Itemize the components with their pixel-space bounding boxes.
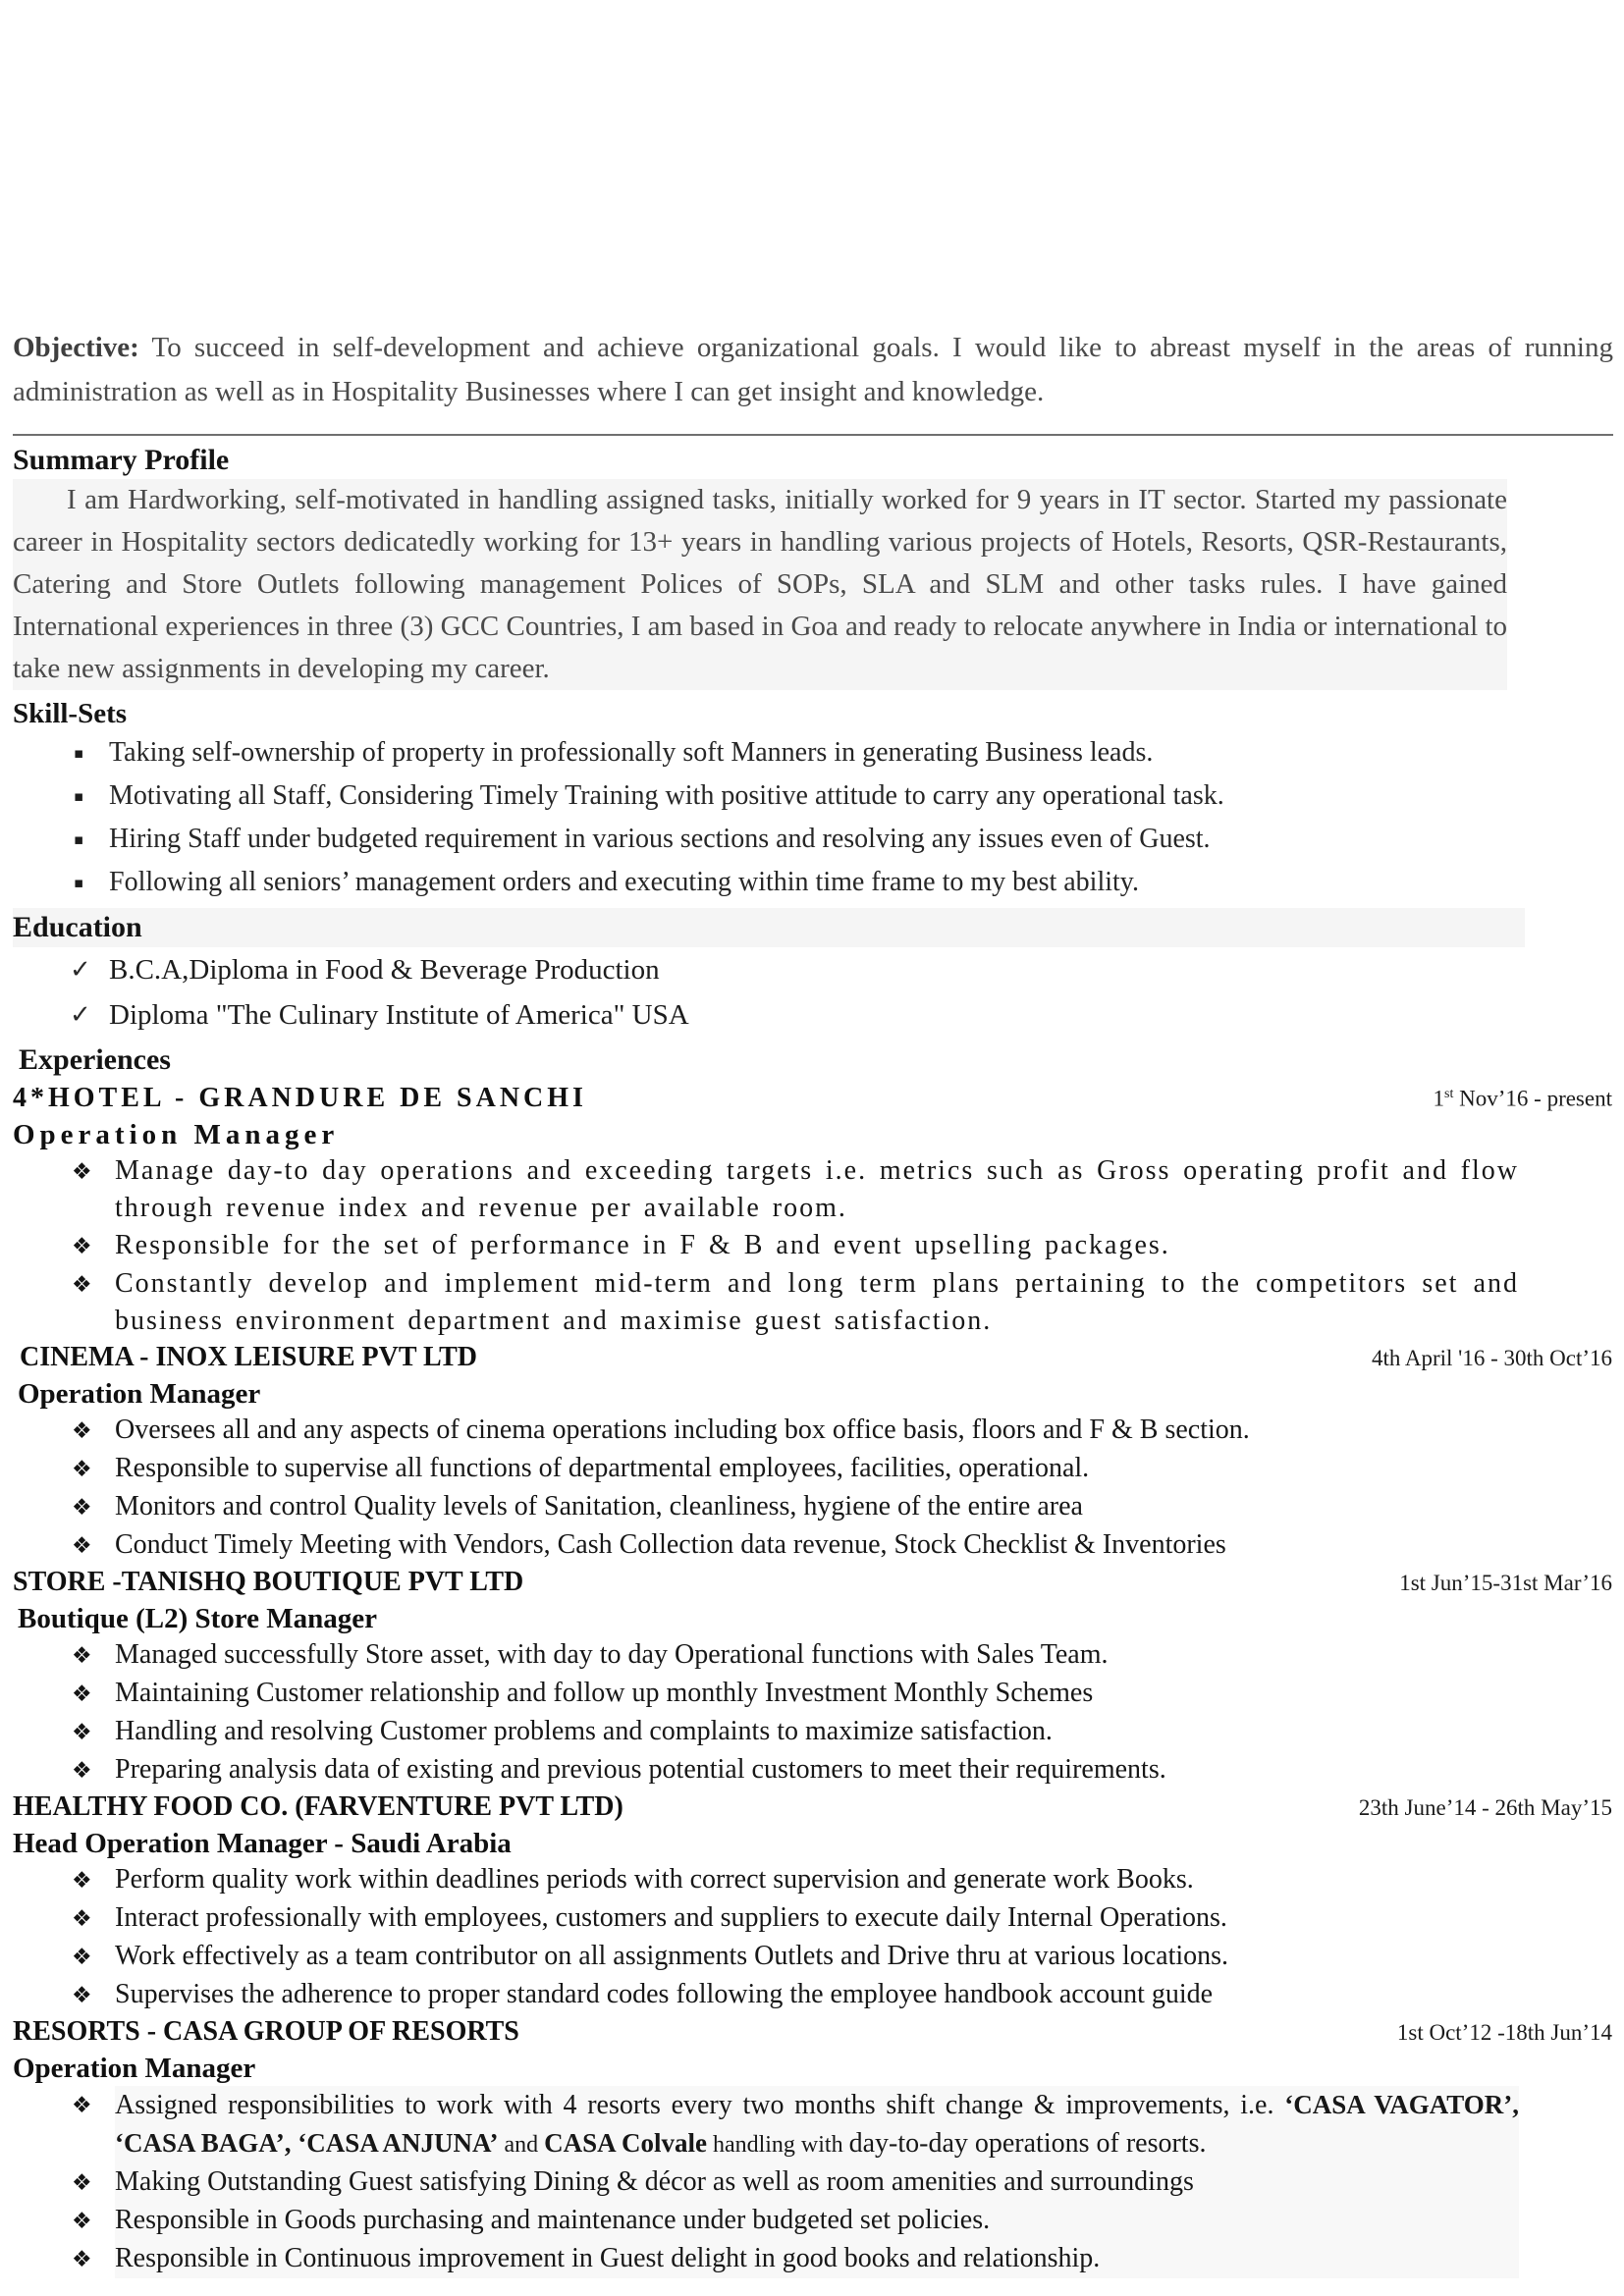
summary-heading: Summary Profile <box>13 444 230 476</box>
job-date: 4th April '16 - 30th Oct’16 <box>1372 1345 1612 1370</box>
checkmark-icon: ✓ <box>70 955 91 985</box>
job-bullet <box>13 1152 1612 1227</box>
company-name: HEALTHY FOOD CO. (FARVENTURE PVT LTD) <box>13 1790 623 1822</box>
job-block <box>13 2014 1612 2278</box>
horizontal-divider <box>13 434 1613 436</box>
diamond-bullet-icon: ❖ <box>72 1494 92 1521</box>
bullet-segment-small: handling with <box>706 2131 849 2158</box>
job-date: 1st Oct’12 -18th Jun’14 <box>1396 2019 1612 2045</box>
job-date-rest: Nov’16 - present <box>1453 1086 1612 1111</box>
diamond-bullet-icon: ❖ <box>72 1944 92 1970</box>
education-text: Diploma "The Culinary Institute of America" USA <box>109 999 689 1031</box>
bullet-segment: Assigned responsibilities to work with 4 resorts every two months shift change & improvements, i.e. <box>115 2089 1285 2120</box>
bullet-text: Conduct Timely Meeting with Vendors, Cash Collection data revenue, Stock Checklist & Inventories <box>115 1528 1226 1560</box>
job-title: Boutique (L2) Store Manager <box>18 1602 377 1634</box>
bullet-segment-small: and <box>498 2131 545 2158</box>
job-bullet <box>13 1861 1612 1899</box>
job-title: Operation Manager <box>13 2052 256 2084</box>
job-bullet <box>13 2163 1612 2202</box>
skill-item <box>13 731 1612 774</box>
job-bullet <box>13 1450 1612 1488</box>
skill-text: Following all seniors’ management orders and executing within time frame to my best ability. <box>109 867 1139 897</box>
job-block <box>13 1565 1612 1789</box>
job-bullet <box>13 1899 1612 1938</box>
education-item <box>13 947 1612 992</box>
job-title: Operation Manager <box>18 1377 261 1410</box>
page-content <box>0 326 1624 2278</box>
job-bullet <box>13 2240 1612 2278</box>
job-bullet <box>13 1751 1612 1789</box>
job-bullet-list <box>13 1636 1612 1789</box>
diamond-bullet-icon: ❖ <box>72 1271 92 1298</box>
job-bullet <box>13 1713 1612 1751</box>
diamond-bullet-icon: ❖ <box>72 1719 92 1745</box>
diamond-bullet-icon: ❖ <box>72 1982 92 2008</box>
job-bullet <box>13 1976 1612 2014</box>
skills-heading: Skill-Sets <box>13 698 128 729</box>
skill-item <box>13 818 1612 861</box>
bullet-text: Oversees all and any aspects of cinema operations including box office basis, floors and F & B section. <box>115 1414 1250 1445</box>
bullet-text: Monitors and control Quality levels of Sanitation, cleanliness, hygiene of the entire area <box>115 1490 1083 1522</box>
education-list <box>13 947 1612 1038</box>
job-bullet-list <box>13 2086 1612 2278</box>
skills-list <box>13 731 1612 904</box>
job-date: 1st Jun’15-31st Mar’16 <box>1399 1570 1612 1595</box>
job-header-row <box>13 1077 1612 1117</box>
education-heading: Education <box>13 911 142 943</box>
bullet-text <box>115 2086 1519 2163</box>
bullet-text: Making Outstanding Guest satisfying Dining & décor as well as room amenities and surroundings <box>115 2163 1519 2202</box>
bullet-text: Constantly develop and implement mid-term and long term plans pertaining to the competitors set and business environment department and maximise guest satisfaction. <box>115 1267 1519 1336</box>
objective-text: To succeed in self-development and achieve organizational goals. I would like to abreast myself in the areas of running administration as well as in Hospitality Businesses where I can get insight and knowledge. <box>13 332 1613 407</box>
job-bullet <box>13 1265 1612 1340</box>
bullet-text: Responsible for the set of performance in F & B and event upselling packages. <box>115 1229 1170 1260</box>
job-bullet-list <box>13 1152 1612 1340</box>
skill-text: Taking self-ownership of property in professionally soft Manners in generating Business leads. <box>109 737 1154 768</box>
job-bullet <box>13 1227 1612 1265</box>
job-bullet <box>13 1938 1612 1976</box>
skill-text: Motivating all Staff, Considering Timely Training with positive attitude to carry any operational task. <box>109 780 1224 811</box>
education-text: B.C.A,Diploma in Food & Beverage Production <box>109 954 660 986</box>
bullet-segment-bold: CASA Colvale <box>544 2127 707 2158</box>
job-bullet <box>13 1526 1612 1565</box>
job-bullet-list <box>13 1861 1612 2014</box>
checkmark-icon: ✓ <box>70 1000 91 1030</box>
square-bullet-icon: ▪ <box>74 744 84 762</box>
job-bullet <box>13 2202 1612 2240</box>
job-bullet <box>13 2086 1612 2163</box>
job-date-ordinal: st <box>1444 1087 1454 1101</box>
bullet-text: Handling and resolving Customer problems and complaints to maximize satisfaction. <box>115 1715 1053 1746</box>
bullet-text: Preparing analysis data of existing and previous potential customers to meet their requirements. <box>115 1753 1166 1785</box>
diamond-bullet-icon: ❖ <box>72 2246 92 2272</box>
bullet-text: Perform quality work within deadlines periods with correct supervision and generate work Books. <box>115 1863 1194 1895</box>
bullet-text: Supervises the adherence to proper standard codes following the employee handbook account guide <box>115 1978 1214 2009</box>
job-block <box>13 1340 1612 1565</box>
education-heading-band <box>13 908 1525 947</box>
bullet-text: Responsible in Goods purchasing and maintenance under budgeted set policies. <box>115 2202 1519 2240</box>
diamond-bullet-icon: ❖ <box>72 1757 92 1784</box>
job-header-row <box>13 1340 1612 1376</box>
diamond-bullet-icon: ❖ <box>72 1867 92 1894</box>
bullet-text: Maintaining Customer relationship and follow up monthly Investment Monthly Schemes <box>115 1677 1094 1708</box>
job-bullet-list <box>13 1412 1612 1565</box>
square-bullet-icon: ▪ <box>74 787 84 805</box>
job-bullet <box>13 1412 1612 1450</box>
summary-text: I am Hardworking, self-motivated in handling assigned tasks, initially worked for 9 years in IT sector. Started my passionate career in Hospitality sectors dedicatedly working for 13+ years in handling various projects of Hotels, Resorts, QSR-Restaurants, Catering and Store Outlets following management Polices of SOPs, SLA and SLM and other tasks rules. I have gained International experiences in three (3) GCC Countries, I am based in Goa and ready to relocate anywhere in India or international to take new assignments in developing my career. <box>13 479 1507 690</box>
bullet-segment: day-to-day operations of resorts. <box>848 2127 1207 2159</box>
diamond-bullet-icon: ❖ <box>72 1417 92 1444</box>
experiences-heading: Experiences <box>19 1043 171 1076</box>
skill-item <box>13 861 1612 904</box>
skill-text: Hiring Staff under budgeted requirement in various sections and resolving any issues even of Guest. <box>109 824 1211 854</box>
company-name: CINEMA - INOX LEISURE PVT LTD <box>20 1341 477 1372</box>
job-header-row <box>13 1789 1612 1826</box>
diamond-bullet-icon: ❖ <box>72 1456 92 1482</box>
diamond-bullet-icon: ❖ <box>72 1532 92 1559</box>
job-title: Operation Manager <box>13 1118 340 1150</box>
job-block <box>13 1077 1612 1340</box>
objective-label: Objective: <box>13 332 139 363</box>
diamond-bullet-icon: ❖ <box>72 2092 92 2118</box>
diamond-bullet-icon: ❖ <box>72 1905 92 1932</box>
bullet-text: Responsible to supervise all functions of departmental employees, facilities, operational. <box>115 1452 1090 1483</box>
square-bullet-icon: ▪ <box>74 874 84 891</box>
job-bullet <box>13 1675 1612 1713</box>
job-title: Head Operation Manager - Saudi Arabia <box>13 1827 512 1859</box>
job-header-row <box>13 2014 1612 2051</box>
diamond-bullet-icon: ❖ <box>72 2208 92 2234</box>
job-date <box>1434 1077 1612 1117</box>
bullet-text: Manage day-to day operations and exceeding targets i.e. metrics such as Gross operating profit and flow through revenue index and revenue per available room. <box>115 1154 1519 1223</box>
bullet-text: Responsible in Continuous improvement in Guest delight in good books and relationship. <box>115 2240 1519 2278</box>
company-name: RESORTS - CASA GROUP OF RESORTS <box>13 2015 519 2047</box>
diamond-bullet-icon: ❖ <box>72 1233 92 1259</box>
bullet-text: Managed successfully Store asset, with day to day Operational functions with Sales Team. <box>115 1638 1109 1670</box>
bullet-text: Interact professionally with employees, customers and suppliers to execute daily Internal Operations. <box>115 1901 1227 1933</box>
diamond-bullet-icon: ❖ <box>72 1642 92 1669</box>
education-item <box>13 992 1612 1038</box>
job-bullet <box>13 1636 1612 1675</box>
diamond-bullet-icon: ❖ <box>72 1158 92 1185</box>
job-header-row <box>13 1565 1612 1601</box>
bullet-text: Work effectively as a team contributor on all assignments Outlets and Drive thru at various locations. <box>115 1940 1229 1971</box>
job-block <box>13 1789 1612 2014</box>
job-date: 23th June’14 - 26th May’15 <box>1358 1794 1612 1820</box>
square-bullet-icon: ▪ <box>74 830 84 848</box>
skill-item <box>13 774 1612 818</box>
company-name: STORE -TANISHQ BOUTIQUE PVT LTD <box>13 1566 524 1597</box>
job-date-number: 1 <box>1433 1086 1445 1111</box>
job-bullet <box>13 1488 1612 1526</box>
diamond-bullet-icon: ❖ <box>72 1681 92 1707</box>
company-name: 4*HOTEL - GRANDURE DE SANCHI <box>13 1082 587 1113</box>
objective-paragraph <box>13 326 1613 414</box>
bullet-segment-bold: ‘CASA VAGATOR’, ‘CASA BAGA’, ‘CASA ANJUNA’ <box>115 2089 1519 2158</box>
diamond-bullet-icon: ❖ <box>72 2169 92 2196</box>
